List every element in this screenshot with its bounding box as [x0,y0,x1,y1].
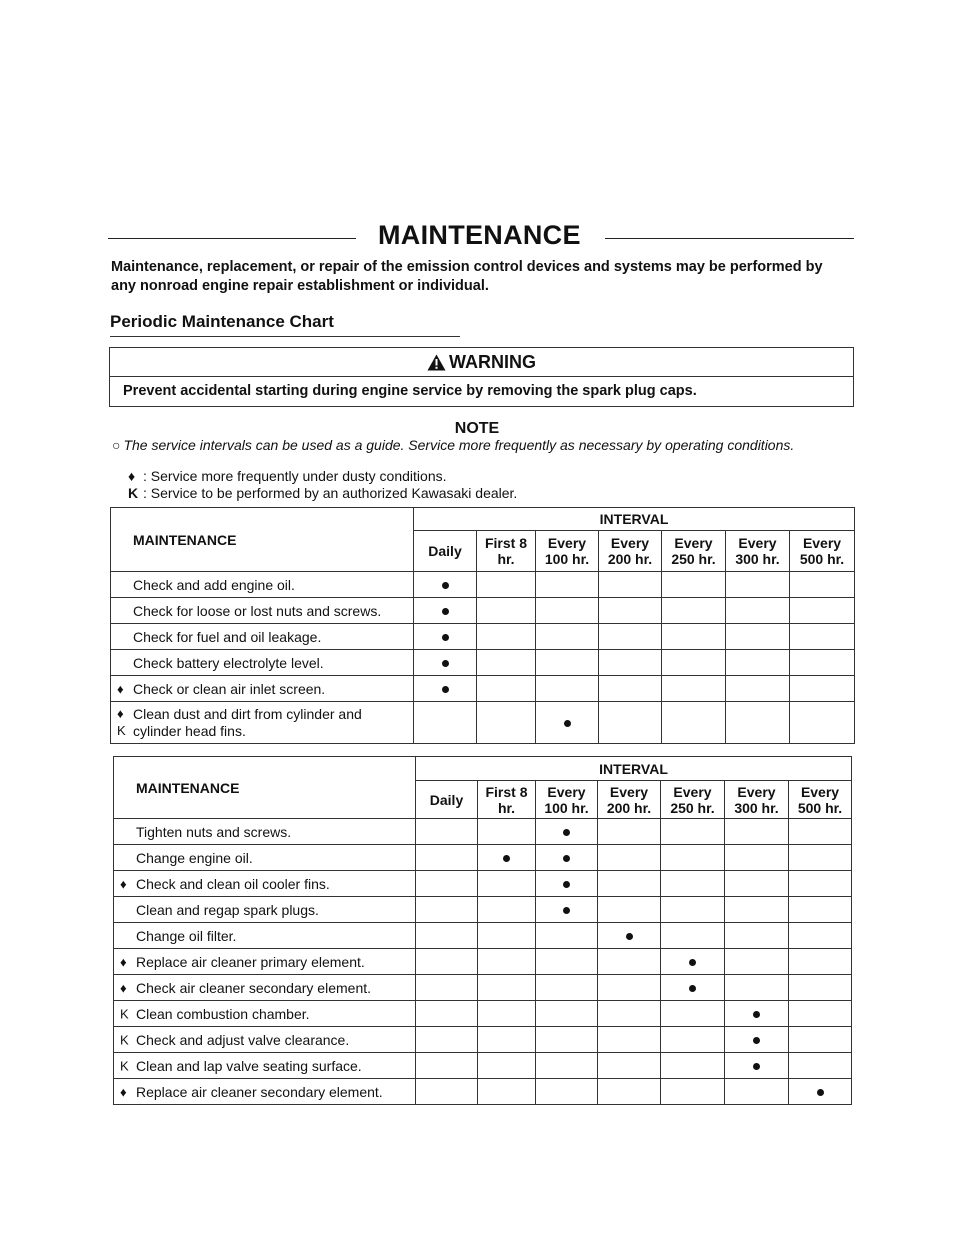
interval-cell [414,702,477,744]
interval-cell [726,598,790,624]
table-row [111,572,855,598]
interval-cell [536,1001,598,1027]
task-label: Check for fuel and oil leakage. [133,628,322,645]
task-label: Clean and regap spark plugs. [136,901,319,918]
interval-cell [414,650,477,676]
task-cell [114,923,416,949]
interval-cell [416,1053,478,1079]
interval-cell [725,897,789,923]
interval-cell [599,702,662,744]
interval-cell [661,897,725,923]
diamond-icon: ♦ [117,706,124,721]
dealer-mark: K [117,723,126,738]
interval-cell [661,1001,725,1027]
interval-cell [726,676,790,702]
interval-cell [598,923,661,949]
interval-cell [789,819,852,845]
bullet-dot-icon [563,881,570,888]
task-cell [111,598,414,624]
interval-cell [478,923,536,949]
interval-column-header: Every 500 hr. [790,531,855,572]
interval-header: INTERVAL [416,757,852,781]
interval-cell [662,624,726,650]
diamond-icon: ♦ [117,681,124,696]
bullet-dot-icon [626,933,633,940]
diamond-icon: ♦ [120,876,127,891]
task-cell [114,819,416,845]
interval-column-header: Every 200 hr. [599,531,662,572]
interval-cell [598,871,661,897]
interval-cell [726,650,790,676]
interval-cell [661,819,725,845]
task-label: Clean and lap valve seating surface. [136,1057,362,1074]
interval-column-header: Every 500 hr. [789,781,852,819]
interval-cell [662,650,726,676]
table-row [114,923,852,949]
interval-cell [416,975,478,1001]
interval-cell [598,975,661,1001]
task-cell [114,871,416,897]
maintenance-table-1 [110,507,855,744]
interval-cell [478,819,536,845]
task-cell [111,650,414,676]
interval-cell [661,975,725,1001]
interval-cell [790,624,855,650]
bullet-dot-icon [442,634,449,641]
table-row [114,949,852,975]
interval-cell [478,975,536,1001]
interval-cell [416,923,478,949]
task-cell [111,624,414,650]
note-title: NOTE [454,420,500,437]
interval-cell [725,923,789,949]
task-label: Clean combustion chamber. [136,1005,310,1022]
interval-column-header: Every 250 hr. [662,531,726,572]
interval-column-header: Daily [416,781,478,819]
task-cell [114,1079,416,1105]
table-row [114,1027,852,1053]
interval-column-header: Every 200 hr. [598,781,661,819]
interval-cell [536,650,599,676]
interval-cell [725,871,789,897]
diamond-icon: ♦ [120,954,127,969]
interval-cell [536,871,598,897]
interval-column-header: Every 250 hr. [661,781,725,819]
diamond-icon: ♦ [128,468,136,484]
title-row [108,220,854,254]
task-label: Check and adjust valve clearance. [136,1031,350,1048]
task-label: Change oil filter. [136,927,237,944]
interval-cell [416,1079,478,1105]
interval-cell [661,1079,725,1105]
interval-column-header: Every 100 hr. [536,531,599,572]
interval-cell [726,572,790,598]
task-label: Check and add engine oil. [133,576,295,593]
interval-cell [598,819,661,845]
interval-cell [414,598,477,624]
interval-cell [790,702,855,744]
warning-text: Prevent accidental starting during engine service by removing the spark plug caps. [123,383,697,399]
interval-cell [598,1027,661,1053]
table-row [114,1079,852,1105]
interval-cell [477,598,536,624]
dealer-mark: K [120,1006,129,1021]
task-cell [114,949,416,975]
interval-cell [725,845,789,871]
legend-dealer-key: K [128,485,139,501]
interval-cell [536,676,599,702]
interval-cell [416,845,478,871]
interval-cell [725,1001,789,1027]
task-label: Check for loose or lost nuts and screws. [133,602,382,619]
diamond-icon: ♦ [120,980,127,995]
interval-cell [662,572,726,598]
task-label: Change engine oil. [136,849,253,866]
interval-cell [536,702,599,744]
bullet-dot-icon [442,582,449,589]
task-cell [114,1001,416,1027]
warning-heading [110,348,853,377]
interval-cell [536,897,598,923]
task-cell [114,897,416,923]
interval-cell [598,1053,661,1079]
task-cell [114,1027,416,1053]
table-row [111,650,855,676]
interval-cell [725,975,789,1001]
interval-cell [790,650,855,676]
interval-cell [789,1001,852,1027]
table-row [114,845,852,871]
interval-cell [478,1053,536,1079]
interval-cell [478,949,536,975]
interval-cell [789,975,852,1001]
table-row [114,897,852,923]
interval-cell [477,702,536,744]
interval-cell [416,897,478,923]
table-row [114,1053,852,1079]
bullet-dot-icon [753,1037,760,1044]
warning-triangle-icon [427,354,446,371]
note-bullet-icon: ○ [112,437,121,453]
bullet-dot-icon [503,855,510,862]
interval-cell [536,949,598,975]
interval-cell [536,975,598,1001]
section-title: Periodic Maintenance Chart [110,312,460,337]
interval-cell [536,923,598,949]
interval-column-header: Every 300 hr. [725,781,789,819]
dealer-mark: K [120,1058,129,1073]
interval-cell [725,1027,789,1053]
page-title: MAINTENANCE [378,220,581,250]
bullet-dot-icon [563,855,570,862]
task-label: Check battery electrolyte level. [133,654,324,671]
interval-cell [789,897,852,923]
interval-cell [789,949,852,975]
legend-dealer [128,485,517,501]
table-row [114,819,852,845]
interval-cell [789,923,852,949]
interval-cell [725,1053,789,1079]
interval-cell [478,1001,536,1027]
interval-cell [725,819,789,845]
task-label: Replace air cleaner secondary element. [136,1083,383,1100]
interval-cell [478,1027,536,1053]
interval-cell [414,624,477,650]
table-2-body [114,819,852,1105]
note-text [112,437,872,453]
legend-dusty [128,468,447,484]
task-cell [114,1053,416,1079]
interval-cell [661,949,725,975]
interval-cell [661,1053,725,1079]
interval-cell [598,1001,661,1027]
interval-cell [725,1079,789,1105]
bullet-dot-icon [563,907,570,914]
table-row [111,598,855,624]
bullet-dot-icon [817,1089,824,1096]
bullet-dot-icon [563,829,570,836]
task-label: Check and clean oil cooler fins. [136,875,330,892]
task-label: Check or clean air inlet screen. [133,680,326,697]
legend-dealer-text: : Service to be performed by an authorized Kawasaki dealer. [143,485,518,501]
maintenance-header: MAINTENANCE [111,508,414,572]
bullet-dot-icon [442,608,449,615]
task-cell [111,572,414,598]
interval-cell [661,845,725,871]
title-rule-left [108,238,356,239]
interval-cell [414,676,477,702]
interval-cell [790,676,855,702]
interval-cell [478,871,536,897]
interval-cell [725,949,789,975]
table-row [111,702,855,744]
interval-cell [789,845,852,871]
interval-cell [662,598,726,624]
interval-cell [598,1079,661,1105]
bullet-dot-icon [442,686,449,693]
warning-box [109,347,854,407]
interval-cell [789,1053,852,1079]
interval-cell [661,923,725,949]
maintenance-table-2 [113,756,852,1105]
interval-cell [599,572,662,598]
task-cell [111,676,414,702]
interval-cell [477,572,536,598]
interval-cell [536,572,599,598]
interval-header: INTERVAL [414,508,855,531]
interval-cell [536,598,599,624]
task-label: Clean dust and dirt from cylinder and cylinder head fins. [133,705,362,739]
interval-cell [536,1053,598,1079]
interval-column-header: Daily [414,531,477,572]
interval-cell [478,897,536,923]
interval-cell [536,819,598,845]
title-rule-right [605,238,854,239]
interval-column-header: First 8 hr. [477,531,536,572]
interval-cell [414,572,477,598]
bullet-dot-icon [753,1011,760,1018]
task-label: Check air cleaner secondary element. [136,979,372,996]
interval-cell [599,624,662,650]
task-label: Tighten nuts and screws. [136,823,292,840]
note-body: The service intervals can be used as a guide. Service more frequently as necessary by operating conditions. [123,437,795,453]
interval-cell [726,624,790,650]
interval-cell [790,598,855,624]
interval-column-header: Every 100 hr. [536,781,598,819]
legend-dusty-text: : Service more frequently under dusty conditions. [143,468,447,484]
interval-cell [599,598,662,624]
diamond-icon: ♦ [120,1084,127,1099]
interval-cell [416,871,478,897]
task-cell [111,702,414,744]
bullet-dot-icon [689,959,696,966]
bullet-dot-icon [753,1063,760,1070]
bullet-dot-icon [689,985,696,992]
task-cell [114,845,416,871]
table-row [114,1001,852,1027]
interval-cell [536,1079,598,1105]
interval-cell [789,1027,852,1053]
interval-cell [477,676,536,702]
bullet-dot-icon [442,660,449,667]
interval-cell [478,1079,536,1105]
interval-cell [662,676,726,702]
maintenance-header: MAINTENANCE [114,757,416,819]
interval-cell [790,572,855,598]
interval-cell [598,897,661,923]
dealer-mark: K [120,1032,129,1047]
interval-cell [416,1027,478,1053]
interval-cell [536,845,598,871]
interval-cell [478,845,536,871]
table-row [111,624,855,650]
table-row [114,871,852,897]
interval-cell [598,949,661,975]
task-label: Replace air cleaner primary element. [136,953,365,970]
table-row [111,676,855,702]
interval-cell [726,702,790,744]
interval-cell [599,676,662,702]
interval-cell [416,819,478,845]
warning-heading-text: WARNING [449,352,536,372]
interval-cell [662,702,726,744]
interval-cell [598,845,661,871]
interval-cell [477,650,536,676]
table-1-body [111,572,855,744]
bullet-dot-icon [564,720,571,727]
interval-column-header: Every 300 hr. [726,531,790,572]
interval-cell [599,650,662,676]
interval-cell [661,1027,725,1053]
interval-cell [789,1079,852,1105]
table-row [114,975,852,1001]
interval-cell [536,624,599,650]
interval-cell [661,871,725,897]
interval-cell [536,1027,598,1053]
task-cell [114,975,416,1001]
interval-cell [416,1001,478,1027]
intro-text: Maintenance, replacement, or repair of the emission control devices and systems may be performed by any nonroad engine repair establishment or individual. [111,259,823,294]
interval-cell [789,871,852,897]
interval-cell [416,949,478,975]
interval-cell [477,624,536,650]
interval-column-header: First 8 hr. [478,781,536,819]
